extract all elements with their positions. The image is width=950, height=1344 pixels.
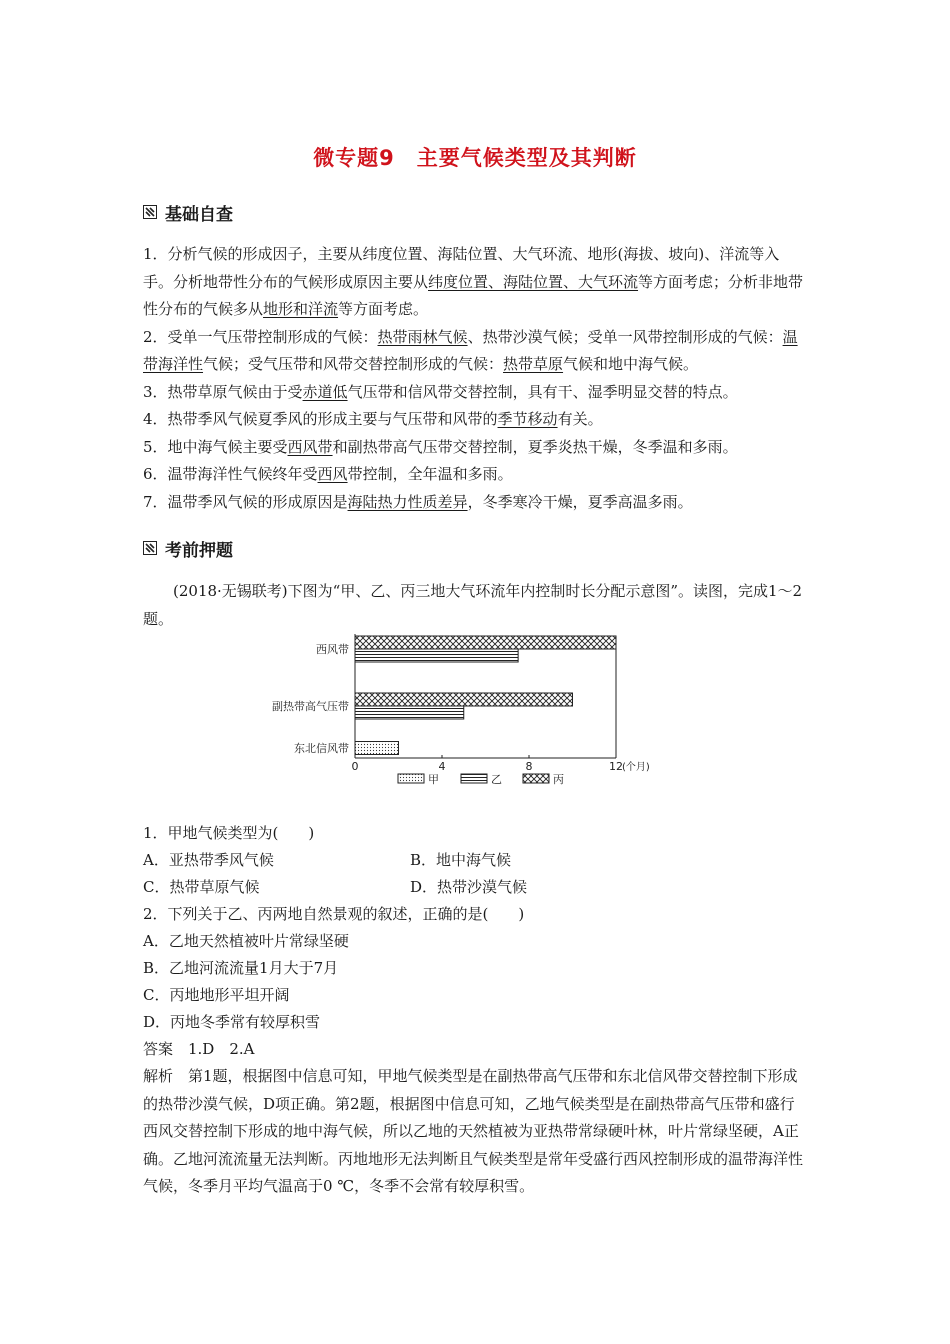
item-text: 、热带沙漠气候；受单一风带控制形成的气候： [467, 327, 783, 346]
legend-swatch-乙 [461, 774, 487, 783]
basics-item [143, 324, 809, 379]
basics-list [143, 241, 809, 516]
item-text: 3．热带草原气候由于受 [143, 382, 303, 401]
x-tick-label: 12 [609, 760, 623, 773]
item-text: 气压带和信风带交替控制，具有干、湿季明显交替的特点。 [347, 382, 738, 401]
item-text: 6．温带海洋性气候终年受 [143, 465, 318, 483]
chart-svg [272, 632, 665, 792]
basics-item [143, 461, 809, 489]
category-label: 东北信风带 [294, 742, 349, 755]
intro-text: (2018·无锡联考)下图为“甲、乙、丙三地大气环流年内控制时长分配示意图”。读图，完成1～2题。 [143, 582, 803, 628]
item-text: 7．温带季风气候的形成原因是 [143, 492, 348, 511]
section-heading-label: 考前押题 [165, 540, 233, 561]
underlined-answer: 西风 [317, 465, 348, 483]
q2-stem: 2．下列关于乙、丙两地自然景观的叙述，正确的是( ) [143, 905, 525, 923]
item-text: 5．地中海气候主要受 [143, 437, 288, 456]
bar-丙 [355, 636, 616, 649]
q2-option-c: C．丙地地形平坦开阔 [143, 986, 290, 1004]
q1-option-d: D．热带沙漠气候 [410, 878, 528, 896]
q2-option-b: B．乙地河流流量1月大于7月 [143, 959, 339, 977]
underlined-answer: 季节移动 [497, 410, 558, 428]
legend-label: 乙 [491, 773, 502, 786]
item-text: 气候和地中海气候。 [563, 355, 699, 373]
underlined-answer: 西风带 [287, 437, 333, 456]
section-heading-exam [143, 536, 233, 560]
bar-丙 [355, 693, 573, 706]
underlined-answer: 热带雨林气候 [377, 327, 468, 346]
underlined-answer: 赤道低 [302, 382, 348, 401]
item-text: 气候；受气压带和风带交替控制形成的气候： [203, 355, 504, 373]
analysis-text: 解析 第1题，根据图中信息可知，甲地气候类型是在副热带高气压带和东北信风带交替控制下形成的热带沙漠气候，D项正确。第2题，根据图中信息可知，乙地气候类型是在副热带高气压带和盛行西风交替控制下形成的地中海气候，所以乙地的天然植被为亚热带常绿硬叶林，叶片常绿坚硬，A正确。乙地河流流量无法判断。丙地地形无法判断且气候类型是常年受盛行西风控制形成的温带海洋性气候，冬季月平均气温高于0 ℃，冬季不会常有较厚积雪。 [143, 1067, 804, 1195]
underlined-answer: 海陆热力性质差异 [347, 492, 468, 511]
bar-乙 [355, 706, 464, 719]
q2-option-d: D．丙地冬季常有较厚积雪 [143, 1013, 321, 1031]
section-heading-label: 基础自查 [165, 204, 233, 225]
item-text: 1．分析气候的形成因子，主要从纬度位置、海陆位置、大气环流、地形(海拔、坡向)、洋流等入手。分析地带性分布的气候形成原因主要从 [143, 245, 780, 291]
question-intro [143, 578, 809, 633]
basics-item [143, 241, 809, 324]
x-unit-label: (个月) [622, 762, 650, 773]
category-label: 副热带高气压带 [272, 700, 349, 713]
x-tick-label: 0 [351, 760, 359, 773]
legend-swatch-甲 [398, 774, 424, 783]
climate-control-chart [272, 632, 665, 792]
bar-乙 [355, 649, 518, 662]
basics-item [143, 434, 809, 462]
answer-line: 答案 1.D 2.A [143, 1040, 255, 1058]
q1-option-c: C．热带草原气候 [143, 878, 260, 896]
page-title: 微专题9 主要气候类型及其判断 [313, 146, 637, 170]
underlined-answer: 纬度位置、海陆位置、大气环流 [428, 272, 639, 291]
section-marker-icon [143, 541, 157, 555]
q1-stem: 1．甲地气候类型为( ) [143, 824, 315, 842]
basics-item [143, 406, 809, 434]
x-tick-label: 4 [438, 760, 446, 773]
bar-甲 [355, 742, 399, 755]
item-text: 等方面考虑；分析非地带性分布的气候多从 [143, 272, 804, 318]
legend-label: 甲 [428, 773, 439, 786]
q1-option-b: B．地中海气候 [410, 851, 512, 869]
item-text: 和副热带高气压带交替控制，夏季炎热干燥，冬季温和多雨。 [332, 437, 738, 456]
legend-label: 丙 [553, 773, 564, 786]
basics-item [143, 379, 809, 407]
item-text: 2．受单一气压带控制形成的气候： [143, 327, 378, 346]
section-marker-icon [143, 205, 157, 219]
analysis-block [143, 1063, 809, 1201]
legend-swatch-丙 [523, 774, 549, 783]
basics-item [143, 489, 809, 517]
underlined-answer: 热带草原 [503, 355, 564, 373]
underlined-answer: 地形和洋流 [263, 300, 339, 318]
category-label: 西风带 [316, 643, 349, 656]
underlined-answer: 温带海洋性 [143, 327, 798, 373]
item-text: 带控制，全年温和多雨。 [347, 465, 513, 483]
q1-option-a: A．亚热带季风气候 [143, 851, 274, 869]
item-text: 等方面考虑。 [338, 300, 429, 318]
item-text: 有关。 [557, 410, 603, 428]
section-heading-basics [143, 200, 233, 224]
item-text: 4．热带季风气候夏季风的形成主要与气压带和风带的 [143, 410, 498, 428]
item-text: ，冬季寒冷干燥，夏季高温多雨。 [467, 492, 693, 511]
q2-option-a: A．乙地天然植被叶片常绿坚硬 [143, 932, 349, 950]
x-tick-label: 8 [525, 760, 533, 773]
